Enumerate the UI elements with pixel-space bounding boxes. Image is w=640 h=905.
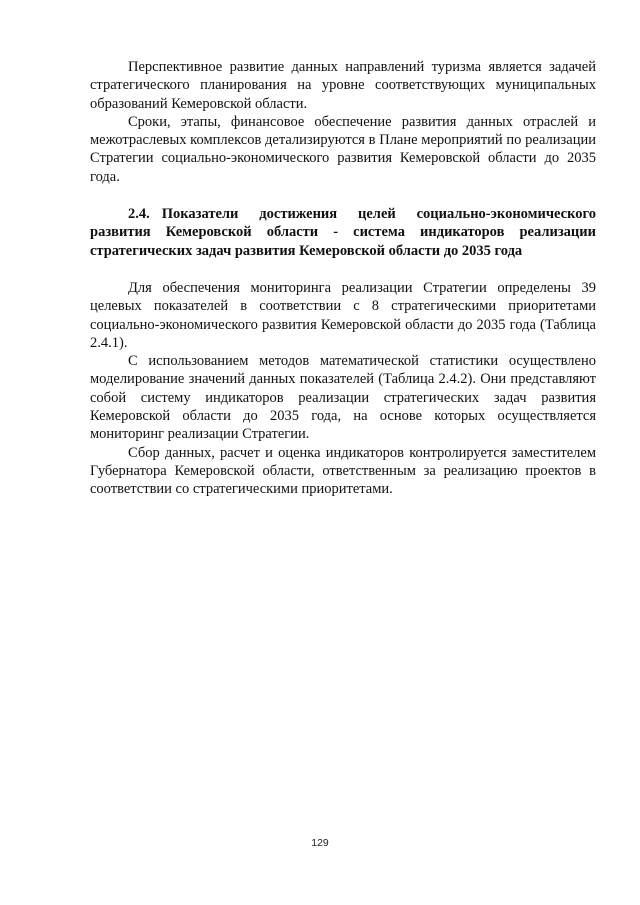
paragraph-statistical-modeling: С использованием методов математической статистики осуществлено моделирование значений данных показателей (Таблица 2.4.2). Они представляют собой систему индикаторов реализации стратегических задач развития Кемеровской области до 2035 года, на основе которых осуществляется мониторинг реализации Стратегии. <box>90 353 596 443</box>
section-heading <box>90 205 596 260</box>
document-page <box>90 58 596 499</box>
paragraph-timelines-financing: Сроки, этапы, финансовое обеспечение развития данных отраслей и межотраслевых комплексов детализируются в Плане мероприятий по реализации Стратегии социально-экономического развития Кемеровской области до 2035 года. <box>90 113 596 185</box>
paragraph-tourism-development: Перспективное развитие данных направлений туризма является задачей стратегического планирования на уровне соответствующих муниципальных образований Кемеровской области. <box>90 59 596 112</box>
paragraph-monitoring-indicators: Для обеспечения мониторинга реализации Стратегии определены 39 целевых показателей в соответствии с 8 стратегическими приоритетами социально-экономического развития Кемеровской области до 2035 года (Таблица 2.4.1). <box>90 279 596 351</box>
section-number: 2.4. <box>128 206 150 223</box>
page-number: 129 <box>311 837 329 849</box>
section-title: Показатели достижения целей социально-экономического развития Кемеровской области - система индикаторов реализации стратегических задач развития Кемеровской области до 2035 года <box>90 206 596 259</box>
paragraph-responsibility: Сбор данных, расчет и оценка индикаторов контролируется заместителем Губернатора Кемеровской области, ответственным за реализацию проектов в соответствии со стратегическими приоритетами. <box>90 444 596 498</box>
